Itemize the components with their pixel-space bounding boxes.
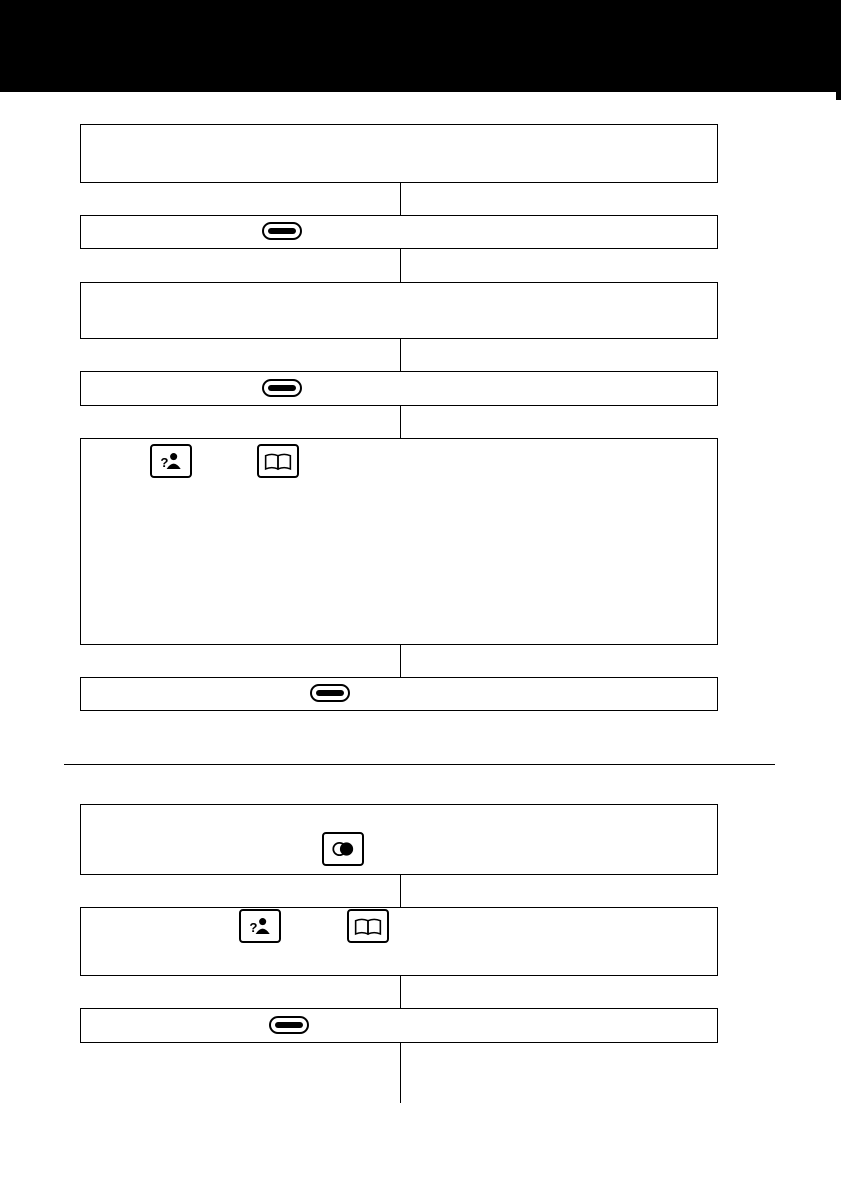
section-divider — [64, 764, 775, 765]
soft-key-icon — [262, 222, 302, 240]
soft-key-icon — [269, 1016, 309, 1034]
book-icon — [257, 444, 299, 478]
step-7-box — [80, 804, 718, 875]
connector-6 — [400, 875, 401, 907]
step-2-box — [80, 215, 718, 249]
step-6-box — [80, 677, 718, 711]
header-edge — [836, 0, 841, 100]
circle-toggle-icon — [322, 832, 364, 866]
soft-key-icon — [262, 379, 302, 397]
connector-1 — [400, 183, 401, 215]
connector-7 — [400, 976, 401, 1008]
step-5-box — [80, 438, 718, 645]
svg-text:?: ? — [249, 920, 258, 936]
connector-8 — [400, 1043, 401, 1103]
step-8-box — [80, 907, 718, 976]
step-9-box — [80, 1008, 718, 1043]
step-4-box — [80, 371, 718, 406]
svg-text:?: ? — [160, 455, 169, 471]
help-person-icon — [239, 909, 281, 943]
step-3-box — [80, 282, 718, 339]
soft-key-icon — [310, 684, 350, 702]
step-1-box — [80, 124, 718, 183]
connector-4 — [400, 406, 401, 438]
header-bar — [0, 0, 836, 92]
help-person-icon — [150, 444, 192, 478]
connector-2 — [400, 249, 401, 282]
connector-5 — [400, 645, 401, 677]
book-icon — [347, 909, 389, 943]
connector-3 — [400, 339, 401, 371]
